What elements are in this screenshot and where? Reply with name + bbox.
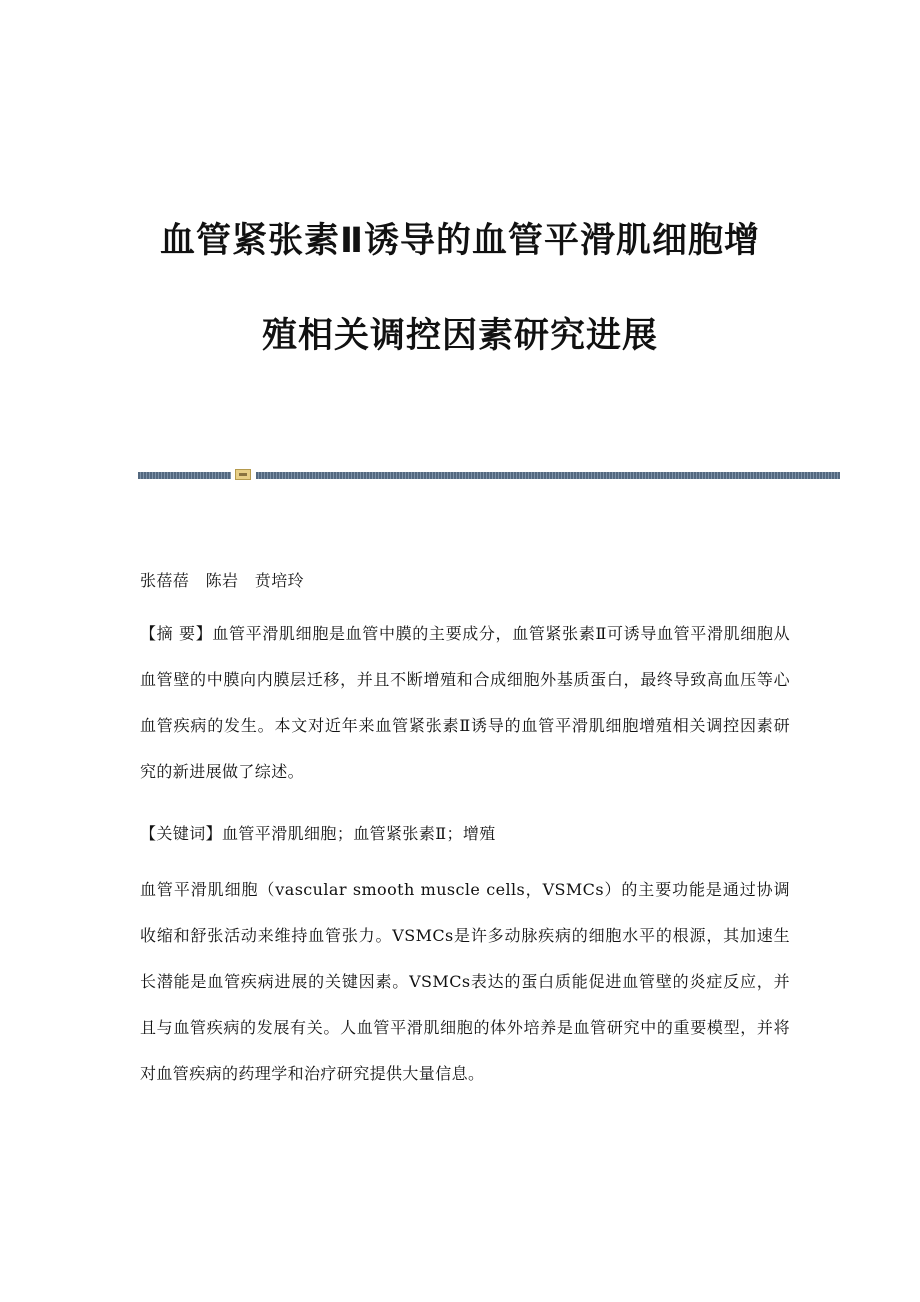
body-paragraph: 血管平滑肌细胞（vascular smooth muscle cells，VSMCs）的主要功能是通过协调收缩和舒张活动来维持血管张力。VSMCs是许多动脉疾病的细胞水平的根源，其加速生长潜能是血管疾病进展的关键因素。VSMCs表达的蛋白质能促进血管壁的炎症反应，并且与血管疾病的发展有关。人血管平滑肌细胞的体外培养是血管研究中的重要模型，并将对血管疾病的药理学和治疗研究提供大量信息。: [140, 880, 790, 1083]
abstract-label: 【摘 要】: [140, 624, 213, 643]
abstract-text: 血管平滑肌细胞是血管中膜的主要成分，血管紧张素Ⅱ可诱导血管平滑肌细胞从血管壁的中膜向内膜层迁移，并且不断增殖和合成细胞外基质蛋白，最终导致高血压等心血管疾病的发生。本文对近年来血管紧张素Ⅱ诱导的血管平滑肌细胞增殖相关调控因素研究的新进展做了综述。: [140, 624, 790, 781]
title-line-2: 殖相关调控因素研究进展: [261, 316, 658, 356]
abstract: [140, 611, 790, 795]
keywords: [140, 811, 790, 857]
divider-bar-left: [138, 472, 231, 479]
divider-bar-right: [256, 472, 840, 479]
keywords-text: 血管平滑肌细胞；血管紧张素Ⅱ；增殖: [222, 824, 496, 843]
divider-ornament-icon: [235, 469, 251, 480]
keywords-label: 【关键词】: [140, 824, 223, 843]
title-line-1: 血管紧张素Ⅱ诱导的血管平滑肌细胞增: [159, 221, 761, 261]
title-divider: [138, 468, 840, 480]
authors: 张蓓蓓 陈岩 贲培玲: [140, 571, 305, 590]
